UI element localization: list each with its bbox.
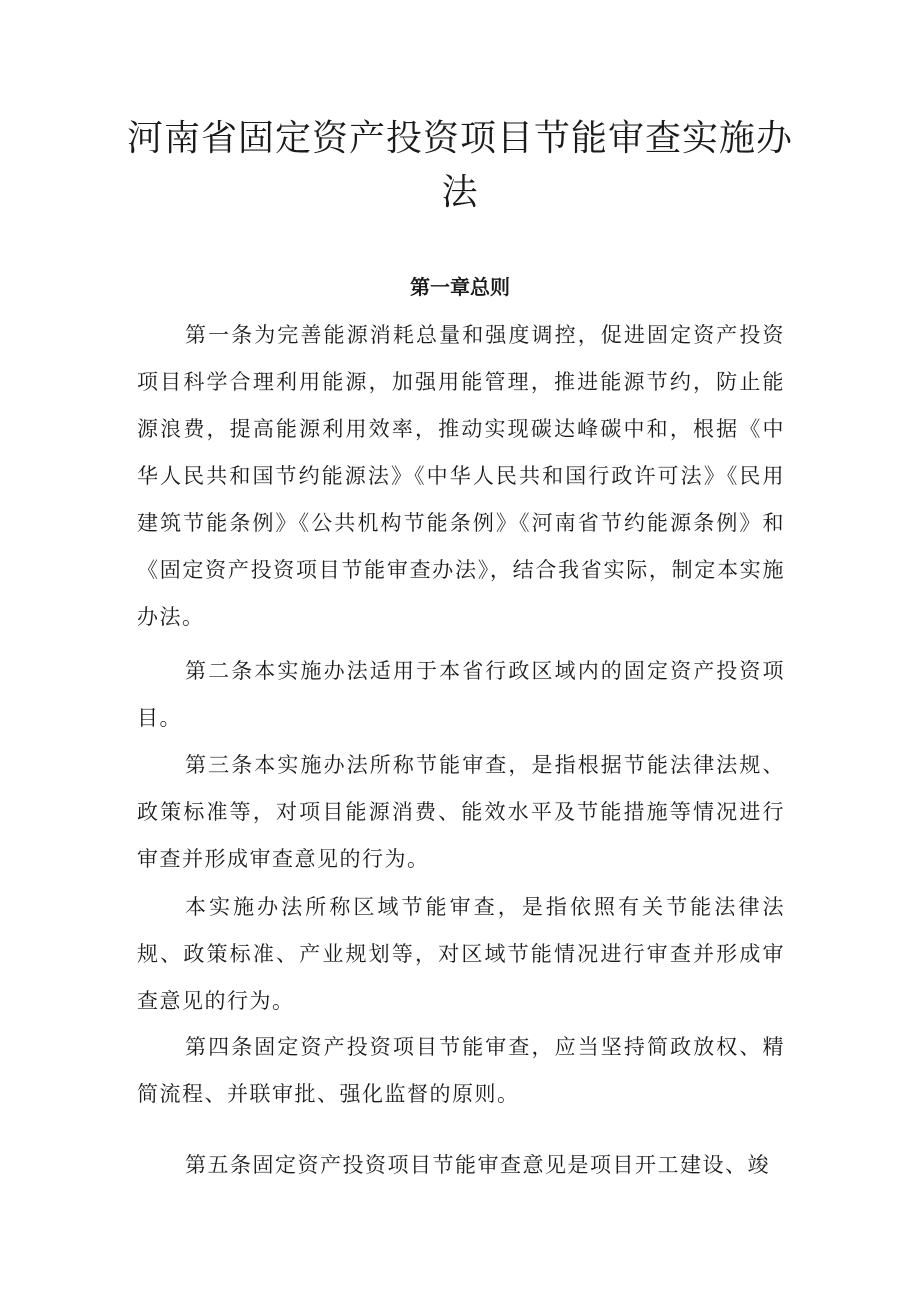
- chapter-heading: 第一章总则: [410, 275, 510, 299]
- article-1-paragraph: 第一条为完善能源消耗总量和强度调控，促进固定资产投资项目科学合理利用能源，加强用能管理，推进能源节约，防止能源浪费，提高能源利用效率，推动实现碳达峰碳中和，根据《中华人民共和国节约能源法》《中华人民共和国行政许可法》《民用建筑节能条例》《公共机构节能条例》《河南省节约能源条例》和《固定资产投资项目节能审查办法》，结合我省实际，制定本实施办法。: [137, 323, 785, 629]
- article-2-paragraph: 第二条本实施办法适用于本省行政区域内的固定资产投资项目。: [137, 659, 785, 730]
- article-3-paragraph: 第三条本实施办法所称节能审查，是指根据节能法律法规、政策标准等，对项目能源消费、能效水平及节能措施等情况进行审查并形成审查意见的行为。: [137, 753, 785, 871]
- article-4-paragraph: 第四条固定资产投资项目节能审查，应当坚持简政放权、精简流程、并联审批、强化监督的原则。: [137, 1035, 785, 1106]
- document-title: 河南省固定资产投资项目节能审查实施办法: [126, 118, 793, 213]
- article-5-paragraph: 第五条固定资产投资项目节能审查意见是项目开工建设、竣: [185, 1153, 770, 1177]
- article-3-supplement-paragraph: 本实施办法所称区域节能审查，是指依照有关节能法律法规、政策标准、产业规划等，对区域节能情况进行审查并形成审查意见的行为。: [137, 895, 785, 1013]
